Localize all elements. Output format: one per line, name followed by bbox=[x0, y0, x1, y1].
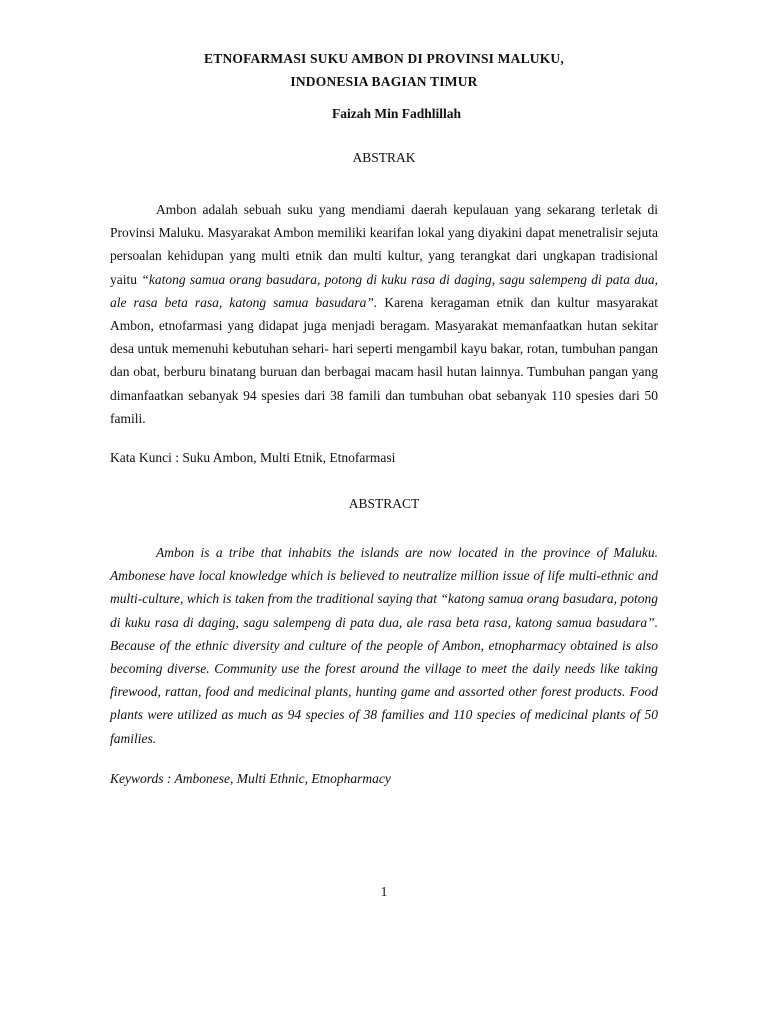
abstrak-text-part1: Ambon adalah sebuah suku yang mendiami daerah kepulauan yang sekarang terletak di Provinsi Maluku. Masyarakat Ambon memiliki kearifan lokal yang diyakini dapat menetralisir sejuta persoalan kehidupan yang multi etnik dan multi kultur, yang terangkat dari ungkapan tradisional yaitu bbox=[110, 202, 658, 287]
author-name: Faizah Min Fadhlillah bbox=[332, 106, 462, 121]
abstrak-paragraph bbox=[110, 198, 658, 430]
title-line-1: ETNOFARMASI SUKU AMBON DI PROVINSI MALUKU, bbox=[204, 51, 564, 66]
abstrak-quote: “katong samua orang basudara, potong di kuku rasa di daging, sagu salempeng di pata dua, ale rasa beta rasa, katong samua basudara”. bbox=[110, 271, 658, 310]
title-line-2: INDONESIA BAGIAN TIMUR bbox=[290, 74, 478, 89]
page-number: 1 bbox=[380, 884, 388, 899]
abstract-heading: ABSTRACT bbox=[348, 496, 420, 511]
abstract-paragraph bbox=[110, 541, 658, 750]
keywords: Keywords : Ambonese, Multi Ethnic, Etnopharmacy bbox=[110, 771, 391, 786]
kata-kunci: Kata Kunci : Suku Ambon, Multi Etnik, Etnofarmasi bbox=[110, 450, 396, 465]
abstract-text: Ambon is a tribe that inhabits the islands are now located in the province of Maluku. Ambonese have local knowledge which is believed to neutralize million issue of life multi-ethnic and multi-culture, which is taken from the traditional saying that “katong samua orang basudara, potong di kuku rasa di daging, sagu salempeng di pata dua, ale rasa beta rasa, katong samua basudara”. Because of the ethnic diversity and culture of the people of Ambon, etnopharmacy obtained is also becoming diverse. Community use the forest around the village to meet the daily needs like taking firewood, rattan, food and medicinal plants, hunting game and assorted other forest products. Food plants were utilized as much as 94 species of 38 families and 110 species of medicinal plants of 50 families. bbox=[110, 545, 658, 746]
abstrak-text-part2: Karena keragaman etnik dan kultur masyarakat Ambon, etnofarmasi yang didapat juga menjadi beragam. Masyarakat memanfaatkan hutan sekitar desa untuk memenuhi kebutuhan sehari- hari seperti mengambil kayu bakar, rotan, tumbuhan pangan dan obat, berburu binatang buruan dan berbagai macam hasil hutan lainnya. Tumbuhan pangan yang dimanfaatkan sebanyak 94 spesies dari 38 famili dan tumbuhan obat sebanyak 110 spesies dari 50 famili. bbox=[110, 294, 658, 426]
abstrak-heading: ABSTRAK bbox=[352, 150, 416, 165]
